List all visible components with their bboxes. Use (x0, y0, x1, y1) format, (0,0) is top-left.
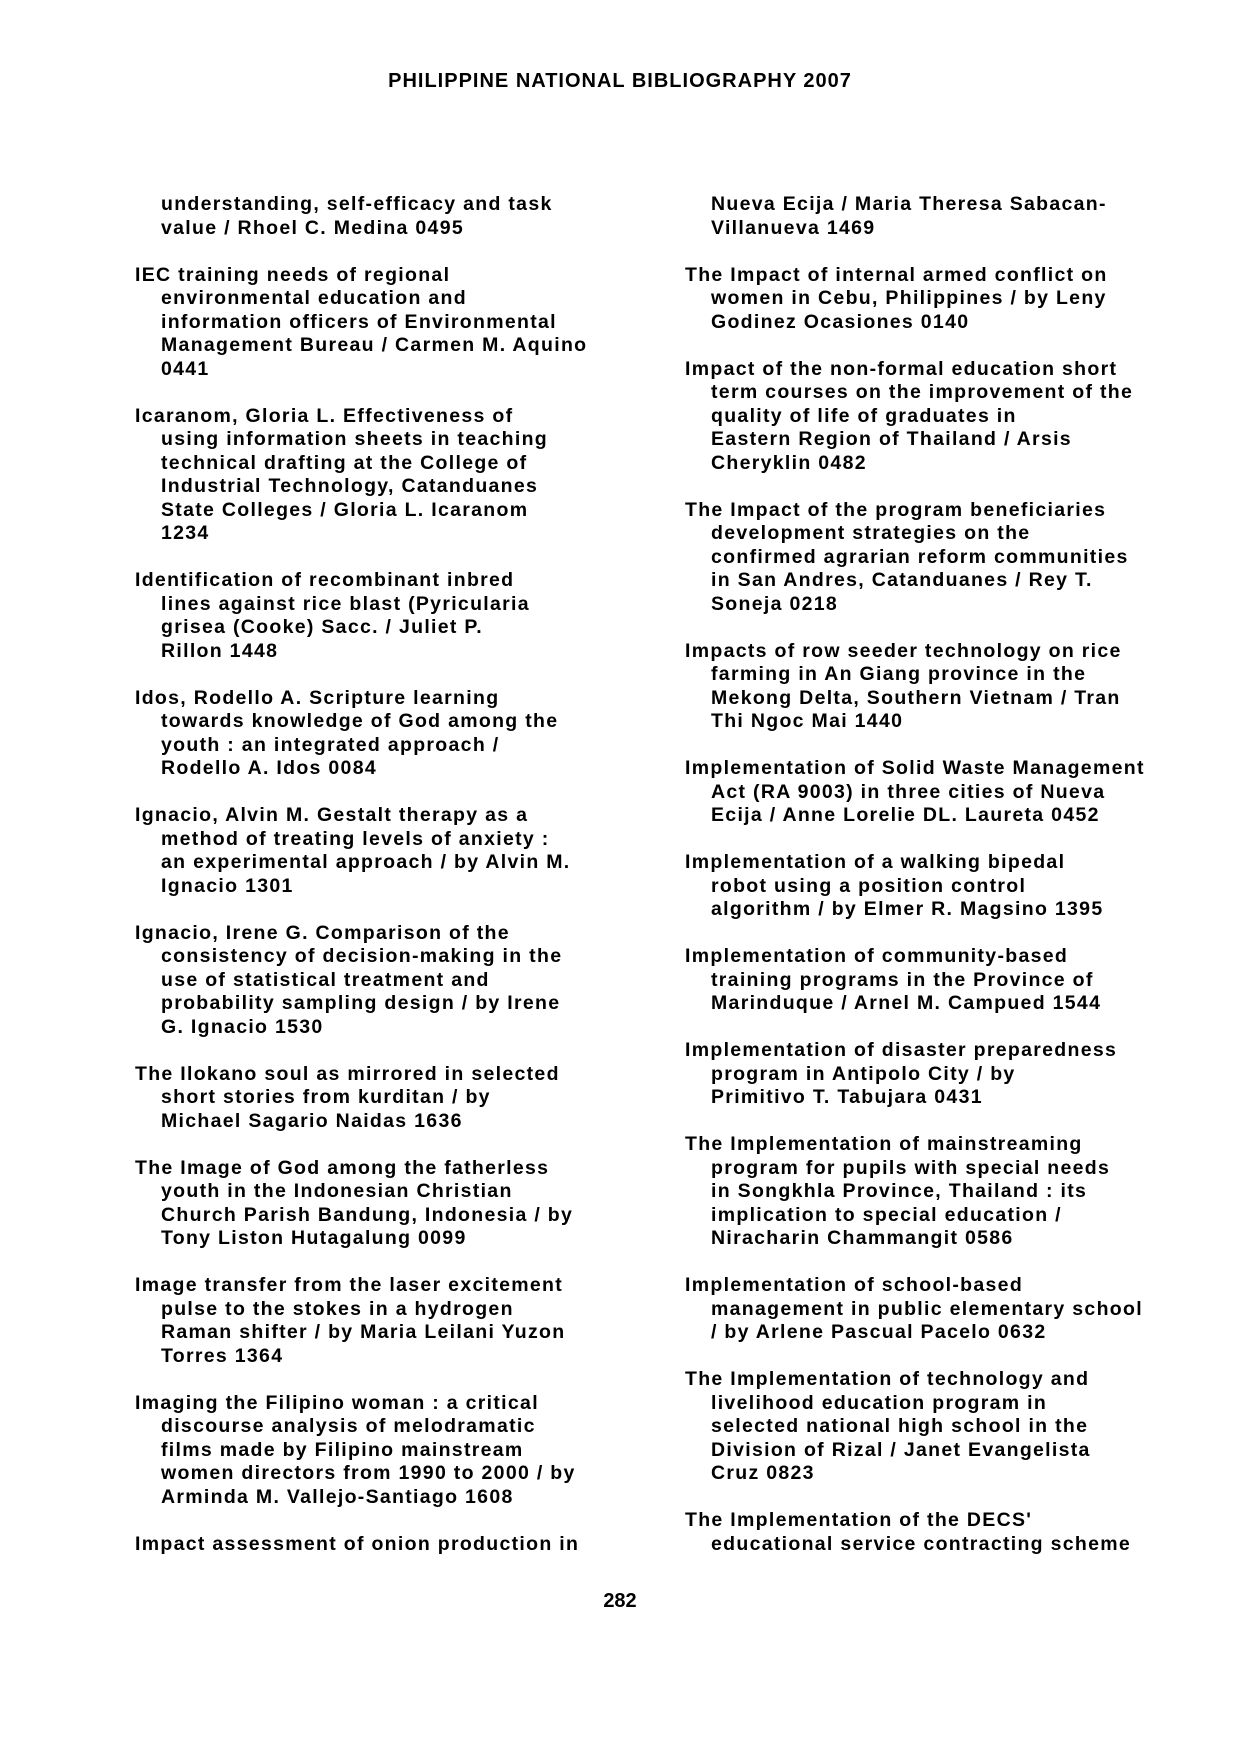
bibliography-entry: Impact assessment of onion production in (135, 1532, 580, 1555)
bibliography-entry: Implementation of community-based training programs in the Province of Marinduque / Arnel M. Campued 1544 (685, 945, 1102, 1014)
bibliography-entry: The Implementation of the DECS' educational service contracting scheme (685, 1509, 1132, 1555)
bibliography-entry: Implementation of school-based management in public elementary school / by Arlene Pascual Pacelo 0632 (685, 1274, 1143, 1343)
page-title: PHILIPPINE NATIONAL BIBLIOGRAPHY 2007 (388, 70, 852, 92)
bibliography-entry: understanding, self-efficacy and task value / Rhoel C. Medina 0495 (161, 193, 553, 239)
page-number: 282 (603, 1590, 637, 1612)
bibliography-entry: Icaranom, Gloria L. Effectiveness of using information sheets in teaching technical drafting at the College of Industrial Technology, Catanduanes State Colleges / Gloria L. Icaranom 1234 (135, 404, 549, 544)
left-column (135, 193, 635, 1580)
bibliography-entry: Implementation of disaster preparedness program in Antipolo City / by Primitivo T. Tabujara 0431 (685, 1039, 1118, 1108)
bibliography-entry: Implementation of a walking bipedal robot using a position control algorithm / by Elmer R. Magsino 1395 (685, 851, 1104, 920)
bibliography-entry: Idos, Rodello A. Scripture learning towards knowledge of God among the youth : an integrated approach / Rodello A. Idos 0084 (135, 686, 559, 779)
bibliography-entry: The Ilokano soul as mirrored in selected short stories from kurditan / by Michael Sagario Naidas 1636 (135, 1062, 560, 1132)
bibliography-entry: Ignacio, Alvin M. Gestalt therapy as a method of treating levels of anxiety : an experimental approach / by Alvin M. Ignacio 1301 (135, 804, 571, 897)
bibliography-entry: The Implementation of mainstreaming program for pupils with special needs in Songkhla Province, Thailand : its implication to special education / Niracharin Chammangit 0586 (685, 1133, 1111, 1249)
bibliography-entry: The Implementation of technology and livelihood education program in selected national high school in the Division of Rizal / Janet Evangelista Cruz 0823 (685, 1368, 1091, 1484)
bibliography-entry: The Image of God among the fatherless youth in the Indonesian Christian Church Parish Bandung, Indonesia / by Tony Liston Hutagalung 0099 (135, 1156, 574, 1249)
bibliography-entry: Impacts of row seeder technology on rice farming in An Giang province in the Mekong Delta, Southern Vietnam / Tran Thi Ngoc Mai 1440 (685, 639, 1122, 732)
bibliography-entry: Imaging the Filipino woman : a critical discourse analysis of melodramatic films made by Filipino mainstream women directors from 1990 to 2000 / by Arminda M. Vallejo-Santiago 1608 (135, 1391, 576, 1508)
bibliography-entry: Nueva Ecija / Maria Theresa Sabacan- Villanueva 1469 (711, 193, 1107, 239)
bibliography-entry: Image transfer from the laser excitement pulse to the stokes in a hydrogen Raman shifter / by Maria Leilani Yuzon Torres 1364 (135, 1274, 566, 1367)
bibliography-entry: IEC training needs of regional environmental education and information officers of Environmental Management Bureau / Carmen M. Aquino 0441 (135, 263, 588, 380)
bibliography-entry: Implementation of Solid Waste Management Act (RA 9003) in three cities of Nueva Ecija / Anne Lorelie DL. Laureta 0452 (685, 757, 1145, 826)
bibliography-entry: The Impact of the program beneficiaries development strategies on the confirmed agrarian reform communities in San Andres, Catanduanes / Rey T. Soneja 0218 (685, 498, 1129, 615)
bibliography-entry: The Impact of internal armed conflict on women in Cebu, Philippines / by Leny Godinez Ocasiones 0140 (685, 263, 1108, 333)
bibliography-entry: Impact of the non-formal education short term courses on the improvement of the quality of life of graduates in Eastern Region of Thailand / Arsis Cheryklin 0482 (685, 357, 1134, 474)
right-column (685, 193, 1185, 1580)
bibliography-entry: Identification of recombinant inbred lines against rice blast (Pyricularia grisea (Cooke) Sacc. / Juliet P. Rillon 1448 (135, 569, 530, 662)
bibliography-entry: Ignacio, Irene G. Comparison of the consistency of decision-making in the use of statistical treatment and probability sampling design / by Irene G. Ignacio 1530 (135, 921, 563, 1038)
